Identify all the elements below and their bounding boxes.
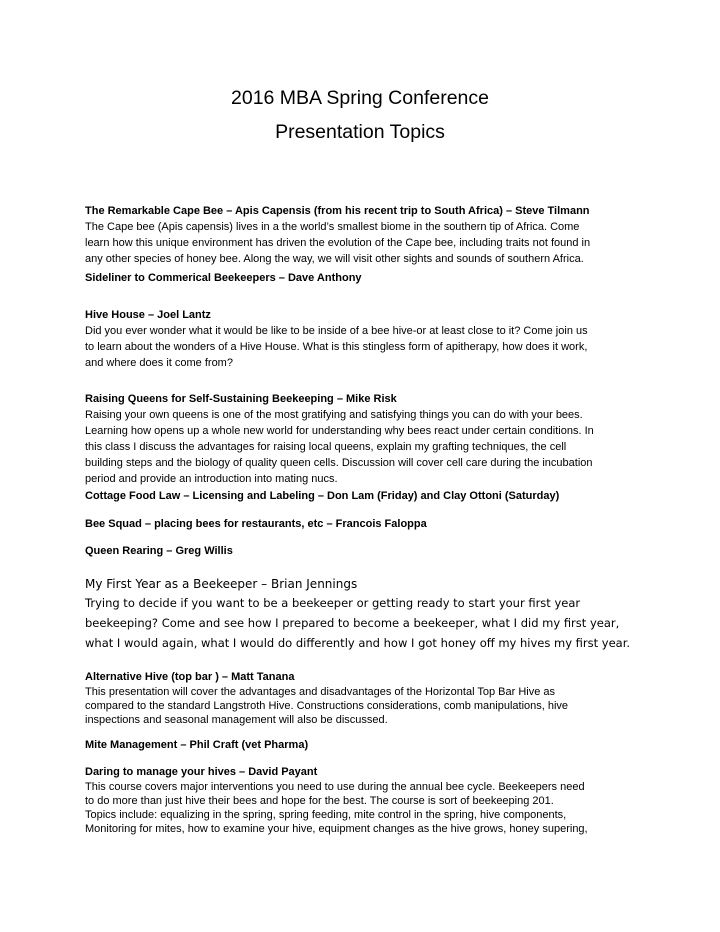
topic-description: The Cape bee (Apis capensis) lives in a the world’s smallest biome in the southern tip of Africa. Come learn how this unique environment has driven the evolution of the Cape bee, including traits not found in any other species of honey bee. Along the way, we will visit other sights and sounds of southern Africa. xyxy=(85,221,591,265)
page-title: 2016 MBA Spring Conference xyxy=(231,87,489,109)
topic-description: This presentation will cover the advantages and disadvantages of the Horizontal Top Bar Hive as compared to the standard Langstroth Hive. Constructions considerations, comb manipulations, hive inspections and seasonal management will also be discussed. xyxy=(85,686,569,726)
topic-description: Did you ever wonder what it would be like to be inside of a bee hive-or at least close to it? Come join us to learn about the wonders of a Hive House. What is this stingless form of apitherapy, how does it work, and where does it come from? xyxy=(85,325,588,369)
topic-heading: The Remarkable Cape Bee – Apis Capensis (from his recent trip to South Africa) – Steve Tilmann xyxy=(85,205,590,217)
topic-heading: Mite Management – Phil Craft (vet Pharma) xyxy=(85,739,309,751)
topic-hive-house xyxy=(85,307,645,371)
topic-mite-management xyxy=(85,737,645,753)
topic-heading: Raising Queens for Self-Sustaining Beekeeping – Mike Risk xyxy=(85,393,397,405)
page-subtitle: Presentation Topics xyxy=(275,121,445,143)
topic-description: This course covers major interventions you need to use during the annual bee cycle. Beekeepers need to do more than just hive their bees and hope for the best. The course is sort of beekeeping 201. Topics include: equalizing in the spring, spring feeding, mite control in the spring, hive components, Monitoring for mites, how to examine your hive, equipment changes as the hive grows, honey supering, xyxy=(85,781,588,835)
topic-first-year xyxy=(85,575,645,653)
topic-sideliner xyxy=(85,270,645,286)
topic-heading: Alternative Hive (top bar ) – Matt Tanana xyxy=(85,671,295,683)
topic-daring-manage xyxy=(85,764,645,836)
topic-cape-bee xyxy=(85,203,645,267)
topic-heading: Queen Rearing – Greg Willis xyxy=(85,545,233,557)
topic-description: Raising your own queens is one of the most gratifying and satisfying things you can do with your bees. Learning how opens up a whole new world for understanding why bees react under certain conditions. In this class I discuss the advantages for raising local queens, explain my grafting techniques, the cell building steps and the biology of quality queen cells. Discussion will cover cell care during the incubation period and provide an introduction into mating nucs. xyxy=(85,409,594,485)
topic-alternative-hive xyxy=(85,669,645,727)
topic-cottage-food-law xyxy=(85,488,645,504)
topic-bee-squad xyxy=(85,516,645,532)
topic-raising-queens xyxy=(85,391,645,487)
topic-heading: My First Year as a Beekeeper – Brian Jennings xyxy=(85,577,358,591)
topic-queen-rearing xyxy=(85,543,645,559)
topic-heading: Cottage Food Law – Licensing and Labeling – Don Lam (Friday) and Clay Ottoni (Saturday) xyxy=(85,490,560,502)
topic-description: Trying to decide if you want to be a beekeeper or getting ready to start your first year beekeeping? Come and see how I prepared to become a beekeeper, what I did my first year, what I would again, what I would do differently and how I got honey off my hives my first year. xyxy=(85,596,631,650)
topic-heading: Hive House – Joel Lantz xyxy=(85,309,211,321)
topic-heading: Sideliner to Commerical Beekeepers – Dave Anthony xyxy=(85,272,362,284)
topic-heading: Bee Squad – placing bees for restaurants, etc – Francois Faloppa xyxy=(85,518,427,530)
topic-heading: Daring to manage your hives – David Payant xyxy=(85,766,318,778)
